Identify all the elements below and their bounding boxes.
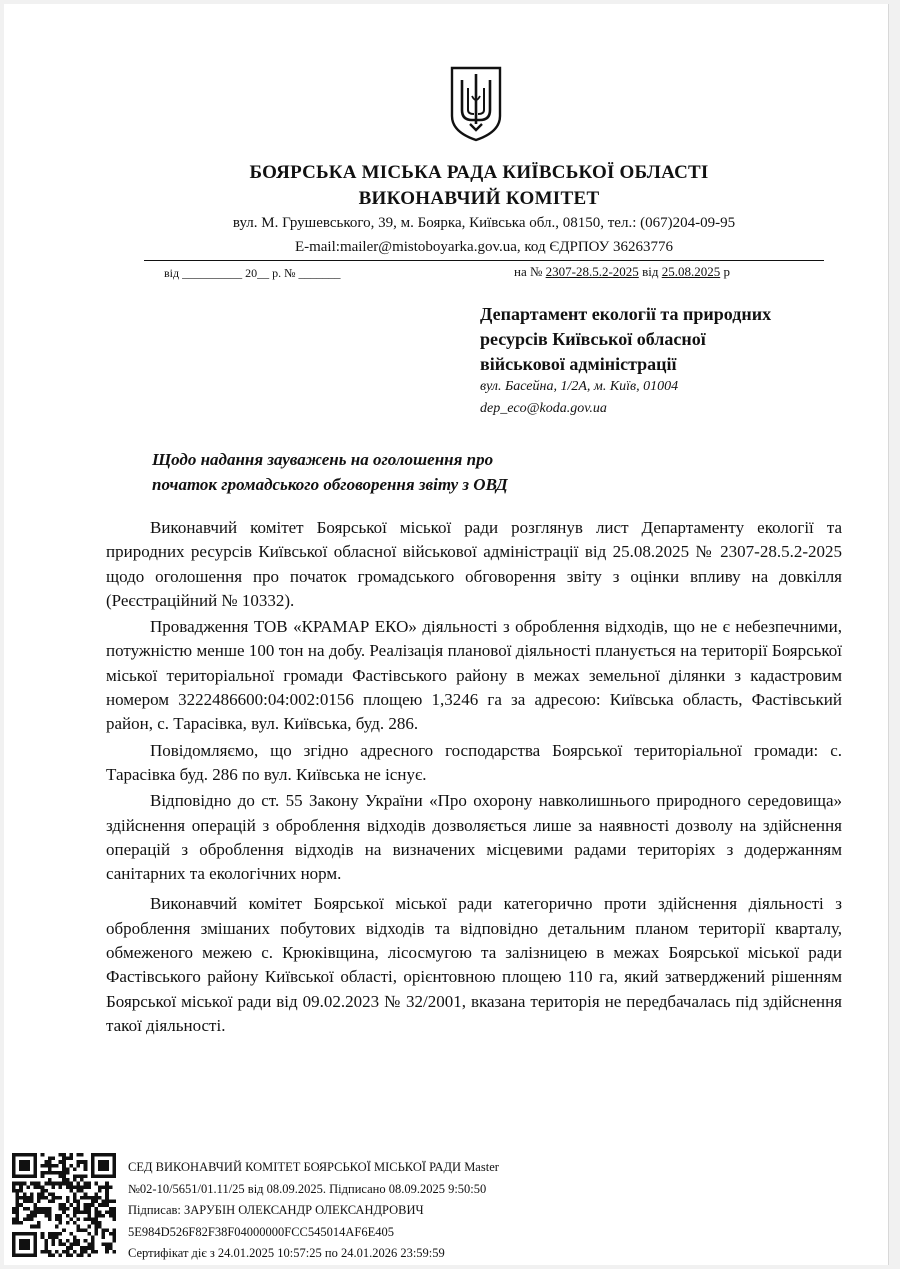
outgoing-registration: від __________ 20__ р. № _______ [164, 266, 341, 280]
body-paragraph: Повідомляємо, що згідно адресного господарства Боярської територіальної громади: с. Тарасівка буд. 286 по вул. Київська не існує. [106, 740, 842, 784]
organization-email-line: E-mail:mailer@mistoboyarka.gov.ua, код ЄДРПОУ 36263776 [294, 239, 674, 255]
organization-address: вул. М. Грушевського, 39, м. Боярка, Київська обл., 08150, тел.: (067)204-09-95 [232, 215, 736, 231]
organization-name: БОЯРСЬКА МІСЬКА РАДА КИЇВСЬКОЇ ОБЛАСТІ [249, 162, 709, 183]
qr-code-icon [12, 1153, 116, 1257]
reference-date: 25.08.2025 [661, 264, 721, 279]
stamp-line: Підписав: ЗАРУБІН ОЛЕКСАНДР ОЛЕКСАНДРОВИЧ [128, 1203, 424, 1217]
addressee-contacts [480, 376, 870, 420]
incoming-reference [514, 264, 730, 280]
header-divider [144, 260, 824, 261]
reference-suffix: р [723, 264, 730, 279]
letter-subject [152, 447, 712, 497]
stamp-line: СЕД ВИКОНАВЧИЙ КОМІТЕТ БОЯРСЬКОЇ МІСЬКОЇ РАДИ Master [128, 1160, 499, 1174]
letter-body [106, 516, 842, 1040]
body-paragraph: Виконавчий комітет Боярської міської ради розглянув лист Департаменту екології та природних ресурсів Київської обласної військової адміністрації від 25.08.2025 № 2307-28.5.2-2025 щодо оголошення про початок громадського обговорення звіту з оцінки впливу на довкілля (Реєстраційний № 10332). [106, 518, 842, 610]
body-paragraph: Виконавчий комітет Боярської міської ради категорично проти здійснення діяльності з оброблення змішаних побутових відходів та відповідно детальним планом території кварталу, обмеженого межею с. Крюківщина, лісосмугою та залізницею в межах Боярської міської ради Фастівського району Київської області, орієнтовною площею 110 га, який затверджений рішенням Боярської міської ради від 09.02.2023 № 32/2001, вказана територія не передбачалась під здійснення такої діяльності. [106, 894, 842, 1035]
addressee-block [480, 302, 870, 377]
stamp-line: Сертифікат діє з 24.01.2025 10:57:25 по 24.01.2026 23:59:59 [128, 1246, 445, 1260]
stamp-line: 5E984D526F82F38F04000000FCC545014AF6E405 [128, 1224, 395, 1239]
committee-name: ВИКОНАВЧИЙ КОМІТЕТ [358, 188, 600, 209]
body-paragraph: Провадження ТОВ «КРАМАР ЕКО» діяльності з оброблення відходів, що не є небезпечними, потужністю менше 100 тон на добу. Реалізація планової діяльності планується на території Боярської міської територіальної громади Фастівського району в межах земельної ділянки з кадастровим номером 3222486600:04:002:0156 площею 1,3246 га за адресою: Київська область, Фастівський район, с. Тарасівка, вул. Київська, буд. 286. [106, 617, 842, 734]
reference-from: від [642, 264, 659, 279]
stamp-line: №02-10/5651/01.11/25 від 08.09.2025. Підписано 08.09.2025 9:50:50 [128, 1181, 487, 1196]
addressee-line: Департамент екології та природних [480, 304, 772, 324]
body-paragraph: Відповідно до ст. 55 Закону України «Про охорону навколишнього природного середовища» здійснення операцій з оброблення відходів дозволяється лише за наявності дозволу на здійснення операцій з оброблення відходів на визначених місцевими радами територіях з додержанням санітарних та екологічних норм. [106, 791, 842, 884]
addressee-line: військової адміністрації [480, 354, 677, 374]
reference-number: 2307-28.5.2-2025 [545, 264, 639, 279]
ukraine-trident-icon [448, 66, 504, 142]
addressee-email: dep_eco@koda.gov.ua [480, 401, 607, 416]
addressee-line: ресурсів Київської обласної [480, 329, 706, 349]
subject-line: Щодо надання зауважень на оголошення про [152, 450, 494, 469]
subject-line: початок громадського обговорення звіту з ОВД [152, 475, 508, 494]
reference-prefix: на № [514, 264, 543, 279]
addressee-address: вул. Басейна, 1/2А, м. Київ, 01004 [480, 379, 679, 394]
e-signature-stamp [128, 1157, 648, 1265]
document-page [4, 4, 889, 1265]
